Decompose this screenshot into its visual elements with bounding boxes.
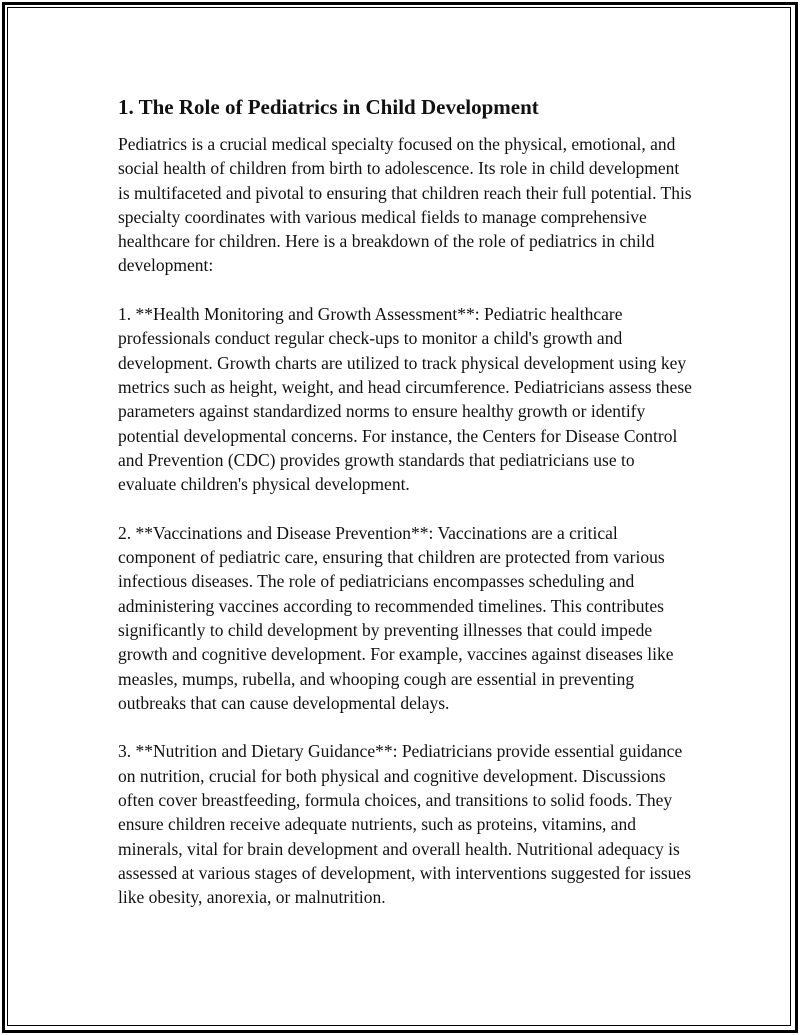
health-monitoring-paragraph: 1. **Health Monitoring and Growth Assessment**: Pediatric healthcare professionals conduct regular check-ups to monitor a child's growth and development. Growth charts are utilized to track physical development using key metrics such as height, weight, and head circumference. Pediatricians assess these parameters against standardized norms to ensure healthy growth or identify potential developmental concerns. For instance, the Centers for Disease Control and Prevention (CDC) provides growth standards that pediatricians use to evaluate children's physical development. (118, 304, 692, 495)
vaccinations-paragraph: 2. **Vaccinations and Disease Prevention**: Vaccinations are a critical component of pediatric care, ensuring that children are protected from various infectious diseases. The role of pediatricians encompasses scheduling and administering vaccines according to recommended timelines. This contributes significantly to child development by preventing illnesses that could impede growth and cognitive development. For example, vaccines against diseases like measles, mumps, rubella, and whooping cough are essential in preventing outbreaks that can cause developmental delays. (118, 522, 674, 713)
section-title: 1. The Role of Pediatrics in Child Development (118, 95, 539, 119)
intro-paragraph: Pediatrics is a crucial medical specialty focused on the physical, emotional, and social health of children from birth to adolescence. Its role in child development is multifaceted and pivotal to ensuring that children reach their full potential. This specialty coordinates with various medical fields to manage comprehensive healthcare for children. Here is a breakdown of the role of pediatrics in child development: (118, 134, 692, 276)
nutrition-paragraph: 3. **Nutrition and Dietary Guidance**: Pediatricians provide essential guidance on nutrition, crucial for both physical and cognitive development. Discussions often cover breastfeeding, formula choices, and transitions to solid foods. They ensure children receive adequate nutrients, such as proteins, vitamins, and minerals, vital for brain development and overall health. Nutritional adequacy is assessed at various stages of development, with interventions suggested for issues like obesity, anorexia, or malnutrition. (118, 741, 692, 908)
document-body (118, 94, 693, 934)
